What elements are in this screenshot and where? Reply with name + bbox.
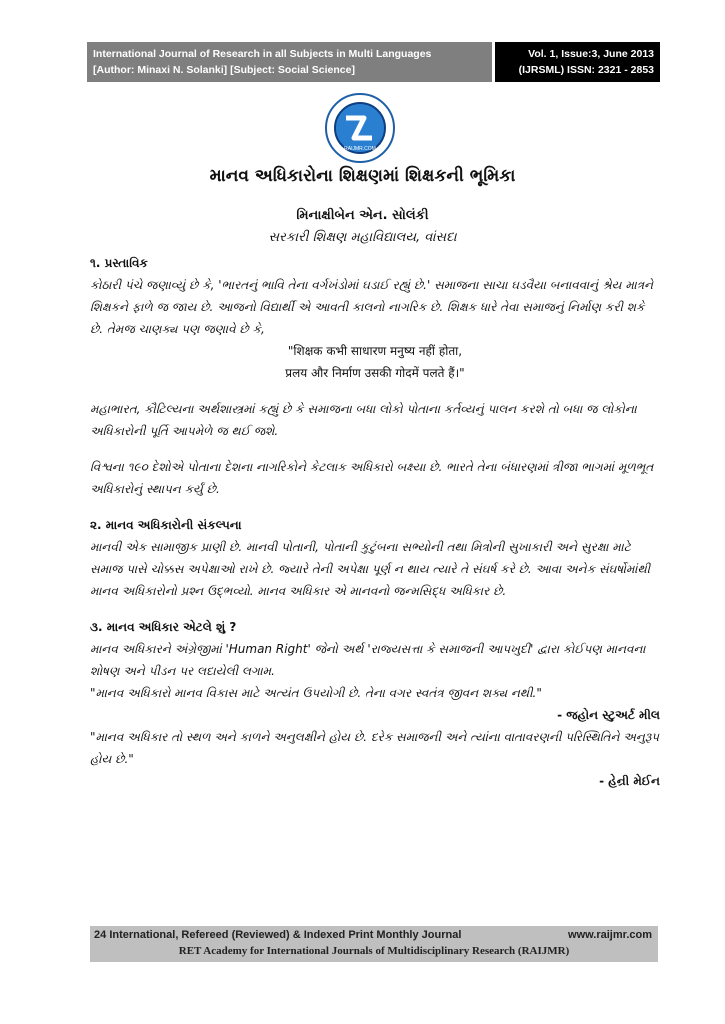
journal-type: International, Refereed (Reviewed) & Indexed Print Monthly Journal [109,929,462,941]
footer-line1 [94,929,461,941]
volume-issue: Vol. 1, Issue:3, June 2013 [528,48,654,60]
page-footer [90,926,658,962]
section-heading: ૩. માનવ અધિકાર એટલે શું ? [90,620,237,634]
paper-title: માનવ અધિકારોના શિક્ષણમાં શિક્ષકની ભૂમિકા [209,166,516,186]
paragraph: માનવી એક સામાજીક પ્રાણી છે. માનવી પોતાની, પોતાની કુટુંબના સભ્યોની તથા મિત્રોની સુખાકારી અને સુરક્ષા માટે સમાજ પાસે ચોક્કસ અપેક્ષાઓ રાખે છે. જ્યારે તેની અપેક્ષા પૂર્ણ ન થાય ત્યારે તે સંઘર્ષ કરે છે. આવા અનેક સંઘર્ષોમાંથી માનવ અધિકારોનો પ્રશ્ન ઉદ્ભવ્યો. માનવ અધિકાર એ માનવનો જન્મસિદ્ધ અધિકાર છે. [90,540,651,598]
journal-name: International Journal of Research in all Subjects in Multi Languages [93,48,432,60]
author-name: મિનાક્ષીબેન એન. સોલંકી [296,208,429,223]
section-heading: ૧. પ્રસ્તાવિક [90,256,148,270]
section-heading: ૨. માનવ અધિકારોની સંકલ્પના [90,518,242,532]
paper-body [90,252,660,792]
header-left-box [87,42,492,82]
paragraph: માનવ અધિકારને અંગ્રેજીમાં 'Human Right' જેનો અર્થ 'રાજ્યસત્તા કે સમાજની આપખુદી' દ્વારા કોઈપણ માનવના શોષણ અને પીડન પર લદાયેલી લગામ. [90,642,646,678]
paragraph: વિશ્વના ૧૯૦ દેશોએ પોતાના દેશના નાગરિકોને કેટલાક અધિકારો બક્ષ્યા છે. ભારતે તેના બંધારણમાં ત્રીજા ભાગમાં મૂળભૂત અધિકારોનું સ્થાપન કર્યું છે. [90,460,654,496]
quote-attribution: - જહોન સ્ટુઅર્ટ મીલ [557,708,660,722]
logo-text: RAIJMR.COM [344,146,376,152]
paragraph: મહાભારત, કૌટિલ્યના અર્થશાસ્ત્રમાં કહ્યું છે કે સમાજના બધા લોકો પોતાના કર્તવ્યનું પાલન કરશે તો બધા જ લોકોના અધિકારોની પૂર્તિ આપમેળે જ થઈ જશે. [90,402,637,438]
paragraph: કોઠારી પંચે જણાવ્યું છે કે, 'ભારતનું ભાવિ તેના વર્ગખંડોમાં ઘડાઈ રહ્યું છે.' સમાજના સાચા ઘડવૈયા બનાવવાનું શ્રેય માત્રને શિક્ષકને ફાળે જ જાય છે. આજનો વિદ્યાર્થી એ આવતી કાલનો નાગરિક છે. શિક્ષક ધારે તેવા સમાજનું નિર્માણ કરી શકે છે. તેમજ ચાણક્ય પણ જણાવે છે કે, [90,278,654,336]
issn: (IJRSML) ISSN: 2321 - 2853 [518,64,654,76]
website-link[interactable]: www.raijmr.com [568,929,652,941]
page-number: 24 [94,929,107,941]
journal-header [87,42,660,82]
author-affiliation: સરકારી શિક્ષણ મહાવિદ્યાલય, વાંસદા [268,230,457,245]
quotation: "માનવ અધિકારો માનવ વિકાસ માટે અત્યંત ઉપયોગી છે. તેના વગર સ્વતંત્ર જીવન શક્ય નથી." [90,686,542,700]
footer-line2: RET Academy for International Journals of Multidisciplinary Research (RAIJMR) [178,945,570,957]
quotation: "માનવ અધિકાર તો સ્થળ અને કાળને અનુલક્ષીને હોય છે. દરેક સમાજની અને ત્યાંના વાતાવરણની પરિસ્થિતિને અનુરૂપ હોય છે." [90,730,660,766]
quote-line: प्रलय और निर्माण उसकी गोदमें पलते हैं।" [285,366,465,380]
header-right-box [495,42,660,82]
author-subject: [Author: Minaxi N. Solanki] [Subject: Social Science] [93,64,355,76]
raijmr-seal-icon [324,92,396,164]
quote-attribution: - હેન્રી મેઈન [599,774,660,788]
quote-line: "शिक्षक कभी साधारण मनुष्य नहीं होता, [287,344,463,358]
